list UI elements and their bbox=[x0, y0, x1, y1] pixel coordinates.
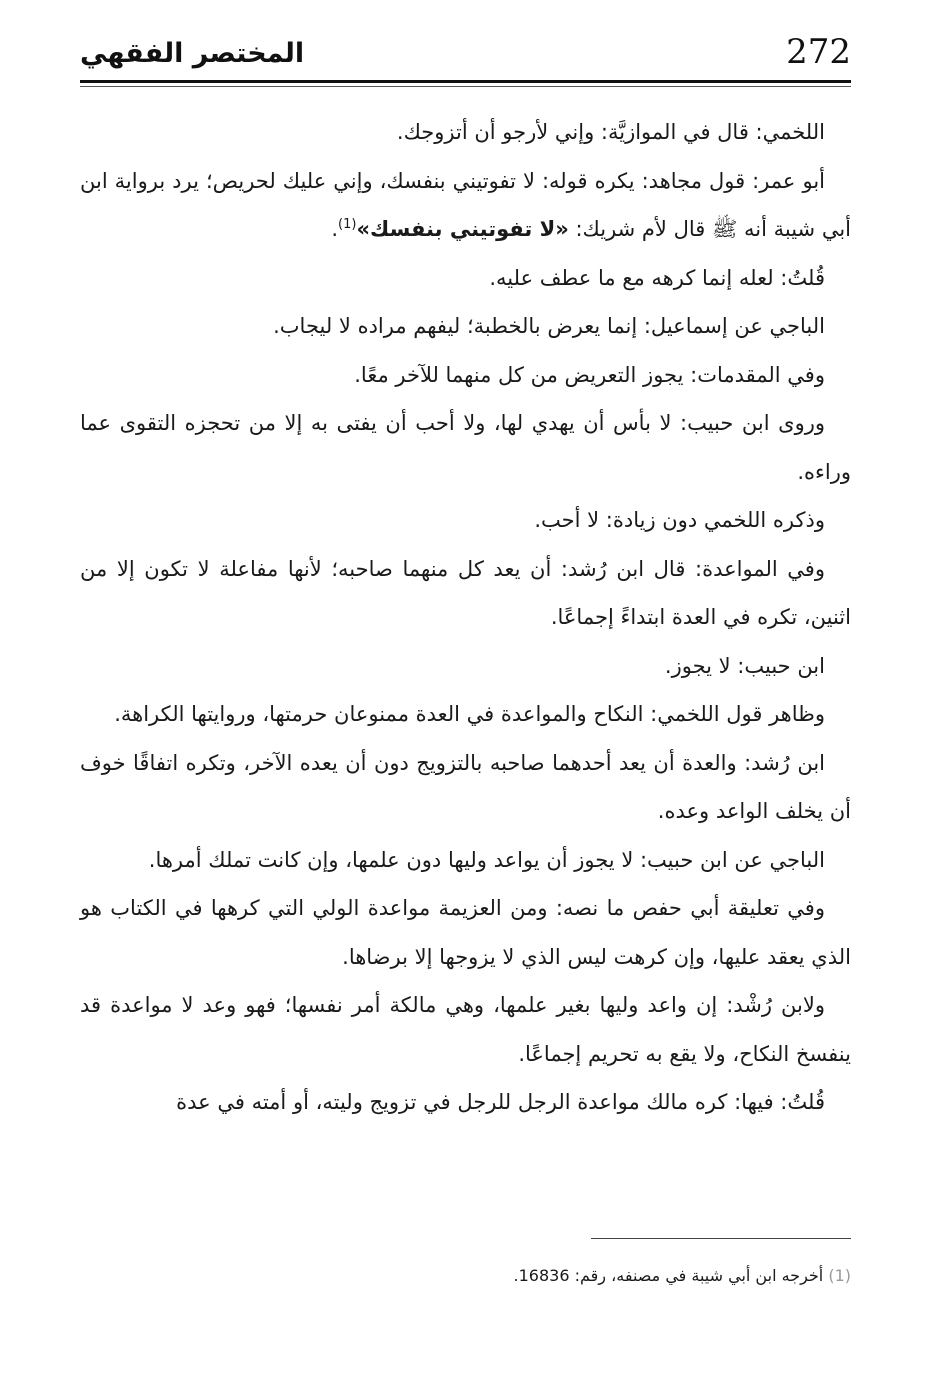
paragraph bbox=[80, 254, 851, 303]
page-number: 272 bbox=[786, 32, 851, 72]
paragraph-text: وروى ابن حبيب: لا بأس أن يهدي لها، ولا أحب أن يفتى به إلا من تحجزه التقوى عما وراءه. bbox=[80, 411, 851, 484]
paragraph-text: وفي المقدمات: يجوز التعريض من كل منهما للآخر معًا. bbox=[354, 362, 825, 387]
paragraph-text: ولابن رُشْد: إن واعد وليها بغير علمها، وهي مالكة أمر نفسها؛ فهو وعد لا مواعدة قد ينفسخ النكاح، ولا يقع به تحريم إجماعًا. bbox=[80, 993, 851, 1066]
paragraph-text: الباجي عن ابن حبيب: لا يجوز أن يواعد وليها دون علمها، وإن كانت تملك أمرها. bbox=[148, 847, 825, 872]
paragraph bbox=[80, 302, 851, 351]
paragraph-text: الباجي عن إسماعيل: إنما يعرض بالخطبة؛ ليفهم مراده لا ليجاب. bbox=[273, 314, 825, 338]
paragraph-text: قُلتُ: لعله إنما كرهه مع ما عطف عليه. bbox=[489, 265, 825, 290]
paragraph bbox=[80, 981, 851, 1078]
paragraph-text: وظاهر قول اللخمي: النكاح والمواعدة في العدة ممنوعان حرمتها، وروايتها الكراهة. bbox=[114, 702, 825, 726]
footnote-marker[interactable]: (1) bbox=[338, 217, 357, 232]
paragraph bbox=[80, 157, 851, 254]
header-divider bbox=[80, 80, 851, 83]
book-title: المختصر الفقهي bbox=[80, 38, 305, 69]
paragraph bbox=[80, 642, 851, 691]
paragraph-text: قُلتُ: فيها: كره مالك مواعدة الرجل للرجل في تزويج وليته، أو أمته في عدة bbox=[176, 1090, 825, 1114]
paragraph bbox=[80, 836, 851, 885]
paragraph-text: ابن رُشد: والعدة أن يعد أحدهما صاحبه بالتزويج دون أن يعده الآخر، وتكره اتفاقًا خوف أن يخلف الواعد وعده. bbox=[80, 750, 851, 823]
paragraph bbox=[80, 351, 851, 400]
header-divider-thin bbox=[80, 86, 851, 87]
paragraph-text: أبو عمر: قول مجاهد: يكره قوله: لا تفوتيني بنفسك، وإني عليك لحريص؛ يرد برواية ابن أبي شيبة أنه ﷺ قال لأم شريك: bbox=[80, 168, 851, 241]
paragraph bbox=[80, 545, 851, 642]
footnote-number: (1) bbox=[828, 1266, 851, 1285]
footnote-text: أخرجه ابن أبي شيبة في مصنفه، رقم: 16836. bbox=[513, 1266, 829, 1285]
footnotes bbox=[80, 1262, 851, 1290]
footnote bbox=[80, 1262, 851, 1290]
paragraph-tail: . bbox=[331, 217, 339, 241]
page-header bbox=[80, 30, 851, 76]
paragraph-text: وفي المواعدة: قال ابن رُشد: أن يعد كل منهما صاحبه؛ لأنها مفاعلة لا تكون إلا من اثنين، تكره في العدة ابتداءً إجماعًا. bbox=[80, 556, 851, 629]
paragraph bbox=[80, 496, 851, 545]
paragraph bbox=[80, 399, 851, 496]
paragraph-text: وذكره اللخمي دون زيادة: لا أحب. bbox=[534, 508, 825, 532]
paragraph-text: ابن حبيب: لا يجوز. bbox=[664, 653, 825, 678]
paragraph bbox=[80, 690, 851, 739]
main-text bbox=[80, 108, 851, 1127]
paragraph-text: اللخمي: قال في الموازيَّة: وإني لأرجو أن أتزوجك. bbox=[396, 120, 825, 144]
paragraph-text: وفي تعليقة أبي حفص ما نصه: ومن العزيمة مواعدة الولي التي كرهها في الكتاب هو الذي يعقد عليها، وإن كرهت ليس الذي لا يزوجها إلا برضاها. bbox=[80, 896, 851, 969]
paragraph bbox=[80, 108, 851, 157]
footnote-divider bbox=[591, 1238, 851, 1239]
paragraph bbox=[80, 1078, 851, 1127]
paragraph bbox=[80, 739, 851, 836]
paragraph bbox=[80, 884, 851, 981]
hadith-quote: «لا تفوتيني بنفسك» bbox=[356, 217, 569, 241]
